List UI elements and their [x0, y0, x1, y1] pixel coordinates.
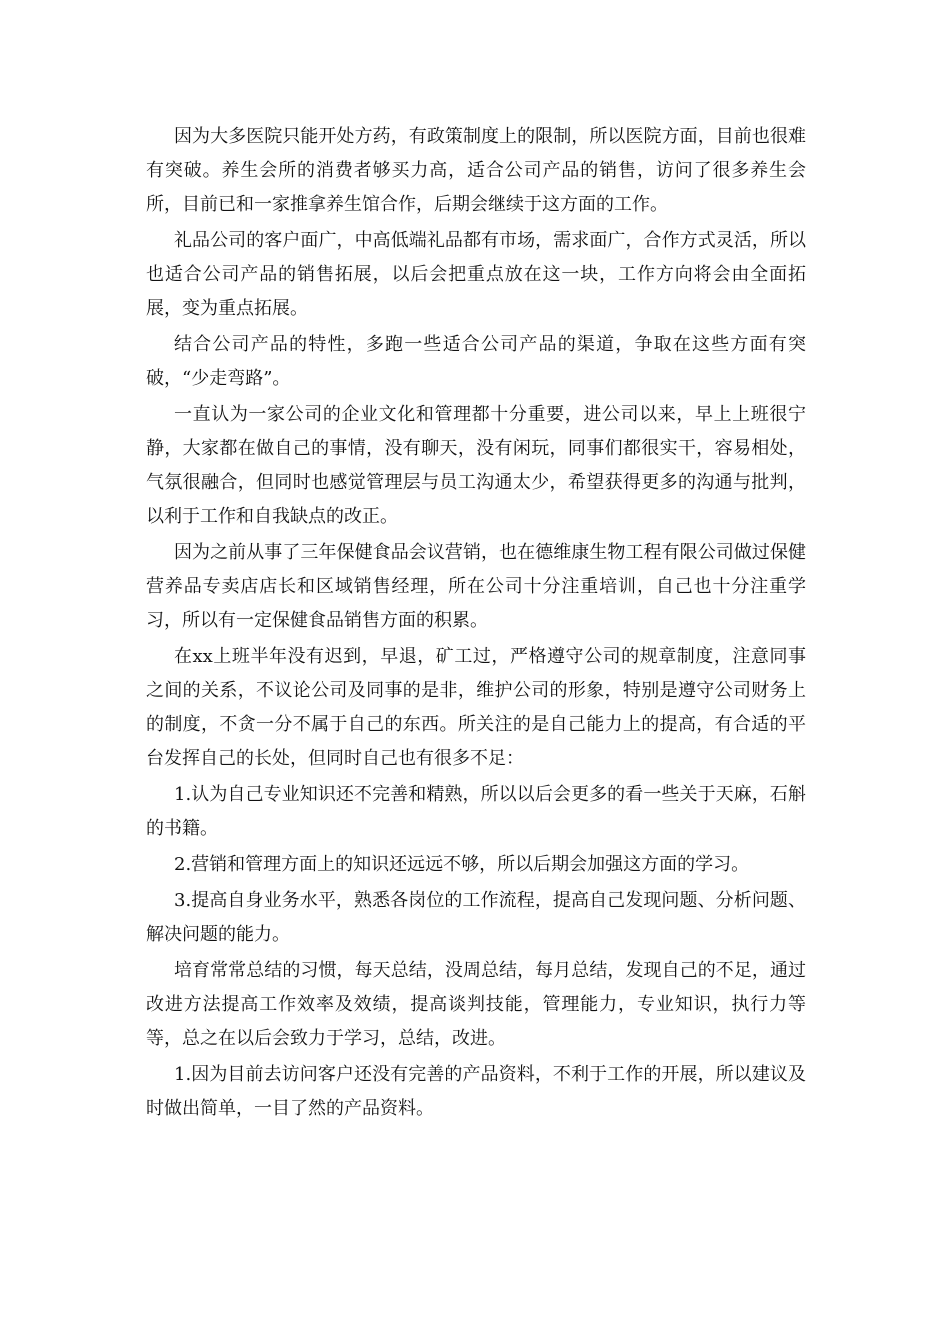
paragraph-summary-habit: 培育常常总结的习惯，每天总结，没周总结，每月总结，发现自己的不足，通过改进方法提高工作效率及效绩，提高谈判技能，管理能力，专业知识，执行力等等，总之在以后会致力于学习，总结，改进。 [146, 960, 806, 1049]
paragraph-experience: 因为之前从事了三年保健食品会议营销，也在德维康生物工程有限公司做过保健营养品专卖店店长和区域销售经理，所在公司十分注重培训，自己也十分注重学习，所以有一定保健食品销售方面的积累。 [146, 542, 806, 631]
paragraph-company-culture: 一直认为一家公司的企业文化和管理都十分重要，进公司以来，早上上班很宁静，大家都在做自己的事情，没有聊天，没有闲玩，同事们都很实干，容易相处，气氛很融合，但同时也感觉管理层与员工沟通太少，希望获得更多的沟通与批判，以利于工作和自我缺点的改正。 [146, 404, 806, 527]
document-body [146, 120, 806, 1128]
paragraph-discipline: 在xx上班半年没有迟到，早退，矿工过，严格遵守公司的规章制度，注意同事之间的关系，不议论公司及同事的是非，维护公司的形象，特别是遵守公司财务上的制度，不贪一分不属于自己的东西。所关注的是自己能力上的提高，有合适的平台发挥自己的长处，但同时自己也有很多不足： [146, 646, 806, 769]
list-item-shortcoming-1: 1.认为自己专业知识还不完善和精熟，所以以后会更多的看一些关于天麻，石斛的书籍。 [146, 784, 806, 839]
list-item-suggestion-1: 1.因为目前去访问客户还没有完善的产品资料，不利于工作的开展，所以建议及时做出简单，一目了然的产品资料。 [146, 1064, 806, 1119]
list-item-shortcoming-3: 3.提高自身业务水平，熟悉各岗位的工作流程，提高自己发现问题、分析问题、解决问题的能力。 [146, 890, 806, 945]
paragraph-product-channels: 结合公司产品的特性，多跑一些适合公司产品的渠道，争取在这些方面有突破，“少走弯路”。 [146, 334, 806, 389]
list-item-shortcoming-2: 2.营销和管理方面上的知识还远远不够，所以后期会加强这方面的学习。 [174, 854, 750, 875]
paragraph-hospital-wellness: 因为大多医院只能开处方药，有政策制度上的限制，所以医院方面，目前也很难有突破。养生会所的消费者够买力高，适合公司产品的销售，访问了很多养生会所，目前已和一家推拿养生馆合作，后期会继续于这方面的工作。 [146, 126, 806, 215]
paragraph-gift-companies: 礼品公司的客户面广，中高低端礼品都有市场，需求面广，合作方式灵活，所以也适合公司产品的销售拓展，以后会把重点放在这一块，工作方向将会由全面拓展，变为重点拓展。 [146, 230, 806, 319]
